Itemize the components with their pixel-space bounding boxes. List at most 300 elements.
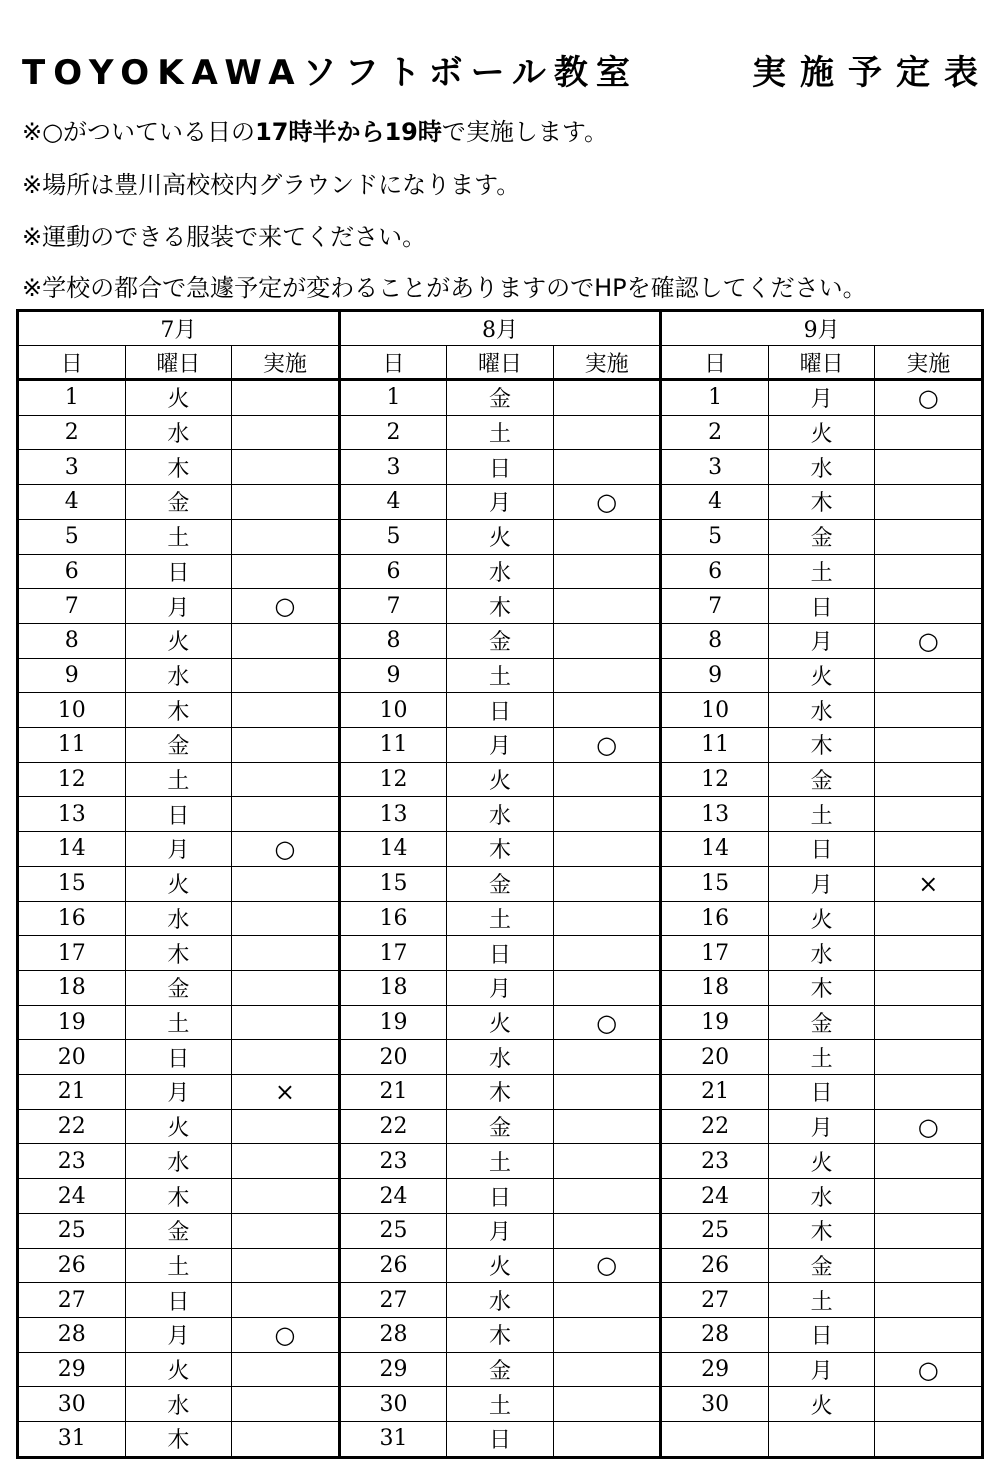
weekday: 金	[446, 1110, 553, 1144]
weekday: 土	[125, 1249, 232, 1283]
held-mark	[874, 1422, 981, 1456]
day-number: 13	[379, 801, 408, 827]
table-row	[662, 728, 981, 763]
table-row	[662, 867, 981, 902]
weekday: 土	[125, 520, 232, 554]
weekday: 火	[768, 416, 875, 450]
held-mark	[874, 936, 981, 970]
day-number: 10	[701, 697, 730, 723]
table-row	[662, 1075, 981, 1110]
table-row	[19, 693, 338, 728]
held-mark	[553, 1283, 660, 1317]
table-row	[662, 485, 981, 520]
weekday: 火	[768, 902, 875, 936]
day-number: 25	[379, 1218, 408, 1244]
month-header: 9月	[662, 312, 981, 346]
weekday: 土	[768, 797, 875, 831]
day-number: 12	[379, 767, 408, 793]
held-mark	[874, 832, 981, 866]
day-number: 24	[379, 1183, 408, 1209]
held-mark	[874, 1006, 981, 1040]
held-mark	[874, 416, 981, 450]
weekday: 土	[446, 902, 553, 936]
day-number: 24	[701, 1183, 730, 1209]
note-text: ※○がついている日の	[22, 118, 256, 146]
day-number: 11	[379, 732, 408, 758]
day-number: 18	[701, 975, 730, 1001]
table-row	[341, 693, 660, 728]
table-row	[662, 1283, 981, 1318]
weekday: 木	[125, 693, 232, 727]
table-row	[662, 1179, 981, 1214]
weekday: 土	[768, 555, 875, 589]
weekday: 日	[125, 555, 232, 589]
weekday: 土	[125, 1006, 232, 1040]
table-row	[662, 763, 981, 798]
held-mark	[231, 1179, 338, 1213]
day-number: 29	[701, 1357, 730, 1383]
day-number: 9	[708, 662, 723, 688]
weekday: 火	[768, 1387, 875, 1421]
held-mark	[231, 659, 338, 693]
table-row	[341, 1110, 660, 1145]
table-row	[19, 624, 338, 659]
day-number: 21	[57, 1079, 86, 1105]
table-row	[341, 867, 660, 902]
day-number: 9	[386, 662, 401, 688]
held-mark	[874, 971, 981, 1005]
table-row	[19, 1353, 338, 1388]
day-number: 29	[379, 1357, 408, 1383]
table-row	[341, 520, 660, 555]
held-mark	[874, 1387, 981, 1421]
day-number: 28	[379, 1322, 408, 1348]
held-mark	[553, 832, 660, 866]
held-mark: ○	[553, 1006, 660, 1040]
note-text: ※運動のできる服装で来てください。	[22, 223, 427, 251]
weekday: 金	[446, 867, 553, 901]
table-row	[341, 797, 660, 832]
day-rows	[19, 381, 338, 1456]
table-row	[19, 1249, 338, 1284]
month-column	[659, 312, 981, 1456]
held-mark	[231, 867, 338, 901]
weekday: 水	[125, 902, 232, 936]
day-rows	[662, 381, 981, 1456]
day-number: 8	[708, 628, 723, 654]
weekday: 火	[768, 1144, 875, 1178]
held-mark	[231, 1422, 338, 1456]
held-mark	[553, 797, 660, 831]
weekday: 水	[768, 1179, 875, 1213]
held-mark	[874, 520, 981, 554]
table-row	[341, 1249, 660, 1284]
day-number: 20	[57, 1044, 86, 1070]
held-mark	[553, 1422, 660, 1456]
weekday: 月	[446, 485, 553, 519]
note-place	[22, 165, 520, 205]
held-mark	[874, 555, 981, 589]
weekday: 水	[768, 450, 875, 484]
day-number: 17	[57, 940, 86, 966]
weekday: 火	[125, 381, 232, 415]
weekday: 金	[768, 1249, 875, 1283]
held-mark	[874, 485, 981, 519]
held-mark: ○	[553, 1249, 660, 1283]
held-mark	[553, 624, 660, 658]
held-mark	[874, 589, 981, 623]
header-weekday: 曜日	[125, 346, 232, 378]
table-row	[19, 555, 338, 590]
table-row	[341, 1422, 660, 1456]
weekday: 木	[768, 971, 875, 1005]
day-number: 3	[708, 454, 723, 480]
table-row	[341, 971, 660, 1006]
column-header-row	[341, 346, 660, 381]
weekday: 金	[446, 624, 553, 658]
held-mark	[231, 971, 338, 1005]
day-number: 26	[701, 1252, 730, 1278]
table-row	[19, 832, 338, 867]
held-mark	[553, 763, 660, 797]
held-mark	[874, 1144, 981, 1178]
held-mark	[231, 1353, 338, 1387]
table-row	[341, 450, 660, 485]
weekday: 木	[446, 1075, 553, 1109]
weekday: 木	[768, 1214, 875, 1248]
day-number: 23	[379, 1148, 408, 1174]
day-number: 10	[379, 697, 408, 723]
table-row	[341, 763, 660, 798]
table-row	[19, 971, 338, 1006]
weekday: 土	[125, 763, 232, 797]
weekday: 日	[446, 1179, 553, 1213]
day-number: 8	[386, 628, 401, 654]
weekday: 月	[768, 381, 875, 415]
day-number: 13	[57, 801, 86, 827]
weekday: 土	[768, 1040, 875, 1074]
held-mark	[553, 1110, 660, 1144]
held-mark	[553, 520, 660, 554]
table-row	[19, 936, 338, 971]
weekday: 日	[768, 1318, 875, 1352]
held-mark	[874, 1075, 981, 1109]
day-number: 1	[64, 385, 79, 411]
held-mark	[231, 1110, 338, 1144]
month-column	[338, 312, 660, 1456]
weekday: 日	[446, 936, 553, 970]
day-number: 15	[57, 871, 86, 897]
table-row	[19, 1283, 338, 1318]
table-row	[662, 971, 981, 1006]
day-number: 18	[379, 975, 408, 1001]
day-number: 26	[379, 1252, 408, 1278]
day-number: 14	[57, 836, 86, 862]
weekday: 金	[446, 1353, 553, 1387]
day-number: 25	[701, 1218, 730, 1244]
held-mark	[231, 381, 338, 415]
day-number: 27	[57, 1287, 86, 1313]
held-mark	[553, 693, 660, 727]
weekday: 木	[446, 832, 553, 866]
table-row	[19, 867, 338, 902]
table-row	[341, 1318, 660, 1353]
weekday: 水	[125, 1144, 232, 1178]
held-mark	[231, 902, 338, 936]
table-row	[19, 1075, 338, 1110]
table-row	[341, 659, 660, 694]
held-mark	[553, 1387, 660, 1421]
weekday	[768, 1422, 875, 1456]
weekday: 月	[125, 1075, 232, 1109]
held-mark	[874, 1179, 981, 1213]
header-held: 実施	[553, 346, 660, 378]
weekday: 水	[125, 416, 232, 450]
held-mark	[874, 797, 981, 831]
header-held: 実施	[874, 346, 981, 378]
day-number: 7	[64, 593, 79, 619]
table-row	[19, 1179, 338, 1214]
weekday: 火	[768, 659, 875, 693]
table-row	[19, 1387, 338, 1422]
day-number: 3	[386, 454, 401, 480]
day-number: 16	[379, 905, 408, 931]
day-number: 1	[708, 385, 723, 411]
weekday: 月	[768, 624, 875, 658]
held-mark	[231, 520, 338, 554]
day-number: 13	[701, 801, 730, 827]
weekday: 木	[768, 485, 875, 519]
weekday: 月	[446, 728, 553, 762]
table-row	[341, 1144, 660, 1179]
note-time-bold: 17時半から19時	[255, 118, 442, 146]
weekday: 日	[125, 797, 232, 831]
day-number: 10	[57, 697, 86, 723]
weekday: 日	[768, 1075, 875, 1109]
weekday: 金	[768, 1006, 875, 1040]
weekday: 水	[125, 659, 232, 693]
weekday: 月	[446, 971, 553, 1005]
title-program: TOYOKAWAソフトボール教室	[22, 53, 638, 93]
table-row	[662, 450, 981, 485]
table-row	[662, 1006, 981, 1041]
table-row	[341, 416, 660, 451]
weekday: 水	[446, 797, 553, 831]
day-number: 5	[708, 524, 723, 550]
held-mark	[553, 1179, 660, 1213]
held-mark	[231, 485, 338, 519]
held-mark	[553, 936, 660, 970]
table-row	[662, 1387, 981, 1422]
day-number: 22	[701, 1114, 730, 1140]
day-number: 3	[64, 454, 79, 480]
weekday: 日	[446, 693, 553, 727]
weekday: 火	[125, 867, 232, 901]
held-mark	[231, 936, 338, 970]
note-clothing	[22, 217, 426, 257]
day-number: 19	[57, 1010, 86, 1035]
table-row	[19, 1422, 338, 1456]
weekday: 水	[446, 555, 553, 589]
held-mark: ○	[553, 728, 660, 762]
weekday: 金	[768, 763, 875, 797]
day-number: 30	[379, 1391, 408, 1417]
weekday: 火	[446, 1249, 553, 1283]
table-row	[19, 520, 338, 555]
weekday: 木	[446, 1318, 553, 1352]
day-number: 17	[379, 940, 408, 966]
weekday: 土	[768, 1283, 875, 1317]
note-text: で実施します。	[441, 118, 608, 146]
table-row	[19, 763, 338, 798]
header-weekday: 曜日	[768, 346, 875, 378]
day-number: 28	[701, 1322, 730, 1348]
table-row	[341, 624, 660, 659]
header-day: 日	[60, 351, 83, 377]
day-rows	[341, 381, 660, 1456]
held-mark	[553, 589, 660, 623]
day-number: 23	[701, 1148, 730, 1174]
weekday: 日	[125, 1040, 232, 1074]
day-number: 22	[57, 1114, 86, 1140]
weekday: 土	[446, 1144, 553, 1178]
held-mark: ○	[874, 1353, 981, 1387]
weekday: 金	[125, 1214, 232, 1248]
weekday: 日	[446, 450, 553, 484]
held-mark	[874, 902, 981, 936]
weekday: 水	[768, 936, 875, 970]
held-mark	[553, 971, 660, 1005]
held-mark	[874, 1249, 981, 1283]
day-number: 17	[701, 940, 730, 966]
header-day: 日	[704, 351, 727, 377]
held-mark	[231, 416, 338, 450]
day-number: 15	[701, 871, 730, 897]
day-number: 14	[701, 836, 730, 862]
held-mark	[231, 450, 338, 484]
held-mark	[553, 1144, 660, 1178]
header-day: 日	[382, 351, 405, 377]
table-row	[662, 589, 981, 624]
held-mark	[231, 1387, 338, 1421]
held-mark	[553, 450, 660, 484]
note-text: ※学校の都合で急遽予定が変わることがありますのでHPを確認してください。	[22, 274, 867, 302]
day-number: 30	[701, 1391, 730, 1417]
held-mark	[874, 693, 981, 727]
held-mark	[553, 1318, 660, 1352]
weekday: 木	[125, 936, 232, 970]
held-mark: ○	[874, 381, 981, 415]
day-number: 22	[379, 1114, 408, 1140]
weekday: 木	[446, 589, 553, 623]
table-row	[662, 693, 981, 728]
weekday: 月	[768, 867, 875, 901]
weekday: 月	[446, 1214, 553, 1248]
table-row	[19, 1040, 338, 1075]
held-mark	[874, 728, 981, 762]
held-mark	[874, 450, 981, 484]
table-row	[662, 1318, 981, 1353]
weekday: 火	[446, 763, 553, 797]
held-mark: ○	[231, 589, 338, 623]
day-number: 31	[379, 1426, 408, 1452]
weekday: 木	[768, 728, 875, 762]
weekday: 金	[125, 971, 232, 1005]
held-mark	[553, 659, 660, 693]
table-row	[662, 1110, 981, 1145]
weekday: 月	[125, 832, 232, 866]
table-row	[19, 1318, 338, 1353]
day-number: 4	[386, 489, 401, 515]
table-row	[662, 1353, 981, 1388]
day-number: 5	[64, 524, 79, 550]
table-row	[341, 832, 660, 867]
column-header-row	[662, 346, 981, 381]
day-number: 19	[701, 1010, 730, 1035]
day-number: 27	[379, 1287, 408, 1313]
held-mark	[553, 1075, 660, 1109]
table-row	[662, 555, 981, 590]
header-held: 実施	[231, 346, 338, 378]
day-number: 6	[64, 558, 79, 584]
day-number: 20	[701, 1044, 730, 1070]
table-row	[341, 485, 660, 520]
day-number: 2	[386, 420, 401, 446]
table-row	[341, 1387, 660, 1422]
table-row	[341, 1353, 660, 1388]
weekday: 日	[768, 832, 875, 866]
weekday: 月	[768, 1353, 875, 1387]
day-number: 26	[57, 1252, 86, 1278]
table-row	[341, 728, 660, 763]
held-mark	[231, 1214, 338, 1248]
day-number: 4	[64, 489, 79, 515]
held-mark	[231, 693, 338, 727]
table-row	[19, 450, 338, 485]
held-mark: ○	[874, 624, 981, 658]
table-row	[19, 1144, 338, 1179]
table-row	[662, 936, 981, 971]
held-mark	[874, 1283, 981, 1317]
weekday: 水	[446, 1283, 553, 1317]
day-number: 4	[708, 489, 723, 515]
day-number: 18	[57, 975, 86, 1001]
held-mark	[553, 867, 660, 901]
day-number: 16	[57, 905, 86, 931]
table-row	[341, 902, 660, 937]
table-row	[341, 1214, 660, 1249]
weekday: 木	[125, 1422, 232, 1456]
weekday: 金	[125, 728, 232, 762]
day-number: 25	[57, 1218, 86, 1244]
table-row	[662, 416, 981, 451]
table-row	[662, 1249, 981, 1284]
page-title	[22, 48, 992, 98]
weekday: 日	[125, 1283, 232, 1317]
day-number: 14	[379, 836, 408, 862]
held-mark	[553, 1353, 660, 1387]
table-row	[662, 520, 981, 555]
held-mark	[553, 555, 660, 589]
held-mark	[231, 1144, 338, 1178]
weekday: 金	[446, 381, 553, 415]
held-mark: ×	[874, 867, 981, 901]
table-row	[341, 1283, 660, 1318]
day-number: 1	[386, 385, 401, 411]
day-number: 27	[701, 1287, 730, 1313]
schedule-table	[16, 309, 984, 1459]
held-mark	[231, 728, 338, 762]
